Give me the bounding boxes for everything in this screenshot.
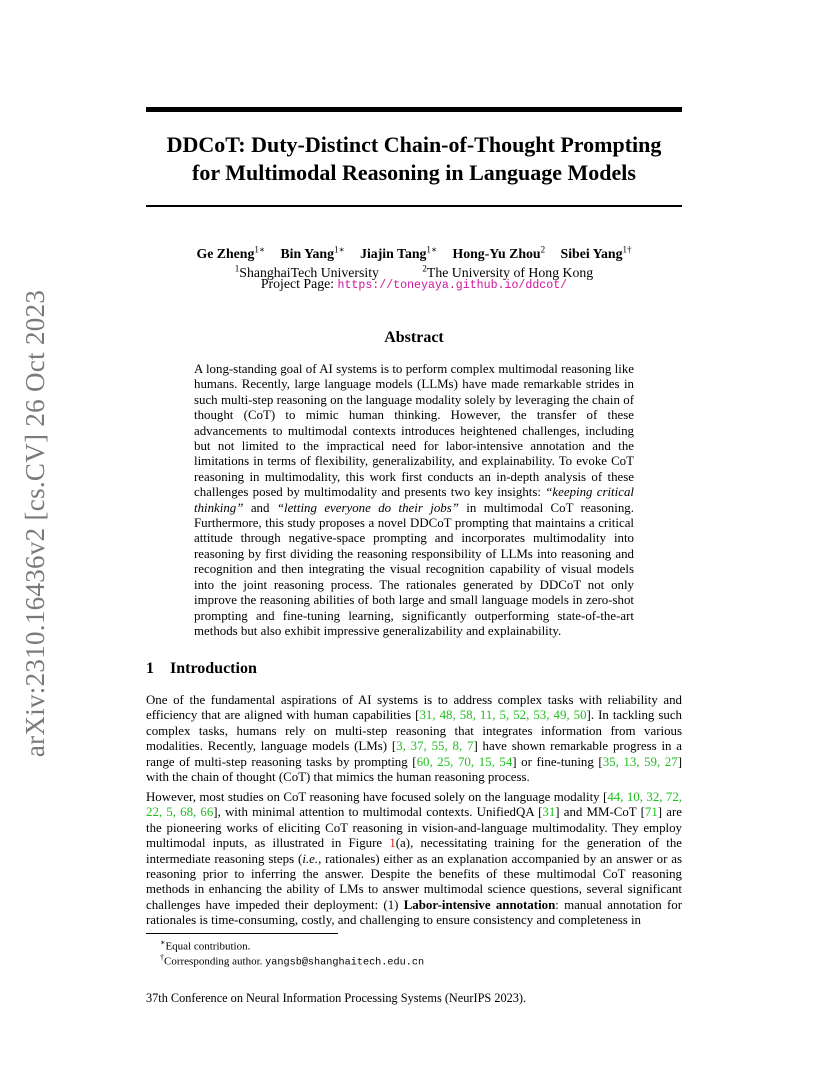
footnote-mark: ∗ xyxy=(160,938,166,947)
project-page xyxy=(146,275,682,295)
paragraph-text: ] and MM-CoT [ xyxy=(555,805,645,820)
author-mark: 1∗ xyxy=(334,244,345,254)
footnote-text: Equal contribution. xyxy=(165,940,251,953)
section-number: 1 xyxy=(146,660,154,677)
paragraph-text: ] with the chain of thought (CoT) that mimics the human reasoning process. xyxy=(146,754,682,785)
footnote-corresponding-author xyxy=(160,951,680,971)
project-page-label: Project Page: xyxy=(260,276,335,291)
footnote-text: Corresponding author. xyxy=(164,955,263,968)
intro-paragraph-1 xyxy=(146,693,682,785)
citation-link[interactable]: 35, 13, 59, 27 xyxy=(602,754,678,769)
author-name: Ge Zheng xyxy=(196,245,255,261)
footnote-mark: † xyxy=(160,953,164,962)
section-heading-introduction xyxy=(146,659,682,679)
author-name: Jiajin Tang xyxy=(360,245,427,261)
abstract-body xyxy=(194,362,634,639)
author-mark: 1† xyxy=(622,244,632,254)
section-title: Introduction xyxy=(170,660,257,677)
paragraph-text: ] or fine-tuning [ xyxy=(512,754,603,769)
affiliation-mark: 1 xyxy=(234,263,240,273)
figure-reference-link[interactable]: 1 xyxy=(389,836,396,851)
citation-link[interactable]: 31, 48, 58, 11, 5, 52, 53, 49, 50 xyxy=(419,708,587,723)
title-top-rule xyxy=(146,107,682,112)
affiliation-mark: 2 xyxy=(422,263,427,273)
conference-footer: 37th Conference on Neural Information Processing Systems (NeurIPS 2023). xyxy=(146,991,527,1005)
arxiv-identifier-text: arXiv:2310.16436v2 [cs.CV] 26 Oct 2023 xyxy=(20,289,51,757)
project-page-link[interactable]: https://toneyaya.github.io/ddcot/ xyxy=(337,279,568,292)
author-mark: 1∗ xyxy=(426,244,438,254)
citation-link[interactable]: 44, 10, 32, 72, 22, 5, 68, 66 xyxy=(146,790,683,820)
author-mark: 1∗ xyxy=(254,244,265,254)
abstract-emphasis: “keeping critical thinking” xyxy=(194,485,634,515)
abstract-text: and xyxy=(250,500,270,515)
paragraph-text: ] have shown remarkable progress in a range of multi-step reasoning tasks by prompting [ xyxy=(146,739,683,769)
arxiv-identifier xyxy=(14,288,58,758)
title-line-1: DDCoT: Duty-Distinct Chain-of-Thought Prompting xyxy=(166,132,662,157)
author-name: Bin Yang xyxy=(280,245,334,261)
paragraph-text: , rationales) either as an explanation accompanied by an answer or as reasoning prior to inferring the answer. Despite the benefits of these multimodal CoT reasoning methods in enhancing the ability of LMs to answer multimodal science questions, several significant challenges have impeded their deployment: (1) xyxy=(146,851,682,912)
intro-paragraph-2 xyxy=(146,790,682,929)
abstract-text: in multimodal CoT reasoning. Furthermore, this study proposes a novel DDCoT prompting that maintains a critical attitude through negative-space prompting and incorporates multimodality into reasoning by first dividing the reasoning responsibility of LLMs into reasoning and recognition and then integrating the visual recognition capability of visual models into the joint reasoning process. The rationales generated by DDCoT not only improve the reasoning abilities of both large and small language models in zero-shot prompting and fine-tuning learning, significantly outperforming state-of-the-art methods but also exhibit impressive generalizability and explainability. xyxy=(194,500,634,638)
citation-link[interactable]: 71 xyxy=(644,805,658,820)
affiliation-name: ShanghaiTech University xyxy=(239,264,379,280)
title-line-2: for Multimodal Reasoning in Language Models xyxy=(192,160,636,185)
paragraph-text: However, most studies on CoT reasoning have focused solely on the language modality [ xyxy=(146,790,608,804)
paragraph-text: (a), necessitating training for the generation of the intermediate reasoning steps ( xyxy=(146,836,682,866)
author-mark: 2 xyxy=(540,244,546,254)
author-name: Hong-Yu Zhou xyxy=(452,245,541,261)
paragraph-text: : manual annotation for rationales is time-consuming, costly, and challenging to ensure consistency and completeness in xyxy=(146,897,682,928)
paragraph-text: ]. In tackling such complex tasks, humans rely on multi-step reasoning that integrates information from various modalities. Recently, language models (LMs) [ xyxy=(146,708,683,754)
citation-link[interactable]: 60, 25, 70, 15, 54 xyxy=(416,754,513,769)
affiliation-name: The University of Hong Kong xyxy=(426,264,594,280)
paper-title xyxy=(146,131,682,187)
author-name: Sibei Yang xyxy=(560,245,623,261)
title-bottom-rule xyxy=(146,205,682,207)
abstract-heading: Abstract xyxy=(384,329,444,346)
citation-link[interactable]: 3, 37, 55, 8, 7 xyxy=(396,739,474,754)
abstract-text: A long-standing goal of AI systems is to perform complex multimodal reasoning like humans. Recently, large language models (LLMs) have made remarkable strides in such multi-step reasoning on the language modality solely by leveraging the chain of thought (CoT) to mimic human thinking. However, the transfer of these advancements to multimodal contexts introduces heightened challenges, including but not limited to the impractical need for labor-intensive annotation and the limitations in terms of flexibility, generalizability, and explainability. To evoke CoT reasoning in multimodality, this work first conducts an in-depth analysis of these challenges posed by multimodality and presents two key insights: xyxy=(194,362,634,500)
paragraph-text: ] are the pioneering works of eliciting CoT reasoning in vision-and-language multimodality. They employ multimodal inputs, as illustrated in Figure xyxy=(146,805,682,851)
paragraph-text: ], with minimal attention to multimodal contexts. UnifiedQA [ xyxy=(213,805,543,820)
citation-link[interactable]: 31 xyxy=(542,805,556,820)
footnote-rule xyxy=(146,933,338,934)
abstract-emphasis: “letting everyone do their jobs” xyxy=(276,500,459,515)
corresponding-email: yangsb@shanghaitech.edu.cn xyxy=(265,957,425,969)
paragraph-emphasis: i.e. xyxy=(302,851,319,866)
paragraph-text: One of the fundamental aspirations of AI systems is to address complex tasks with reliability and efficiency that are aligned with human capabilities [ xyxy=(146,693,682,723)
paragraph-bold: Labor-intensive annotation xyxy=(403,897,556,912)
